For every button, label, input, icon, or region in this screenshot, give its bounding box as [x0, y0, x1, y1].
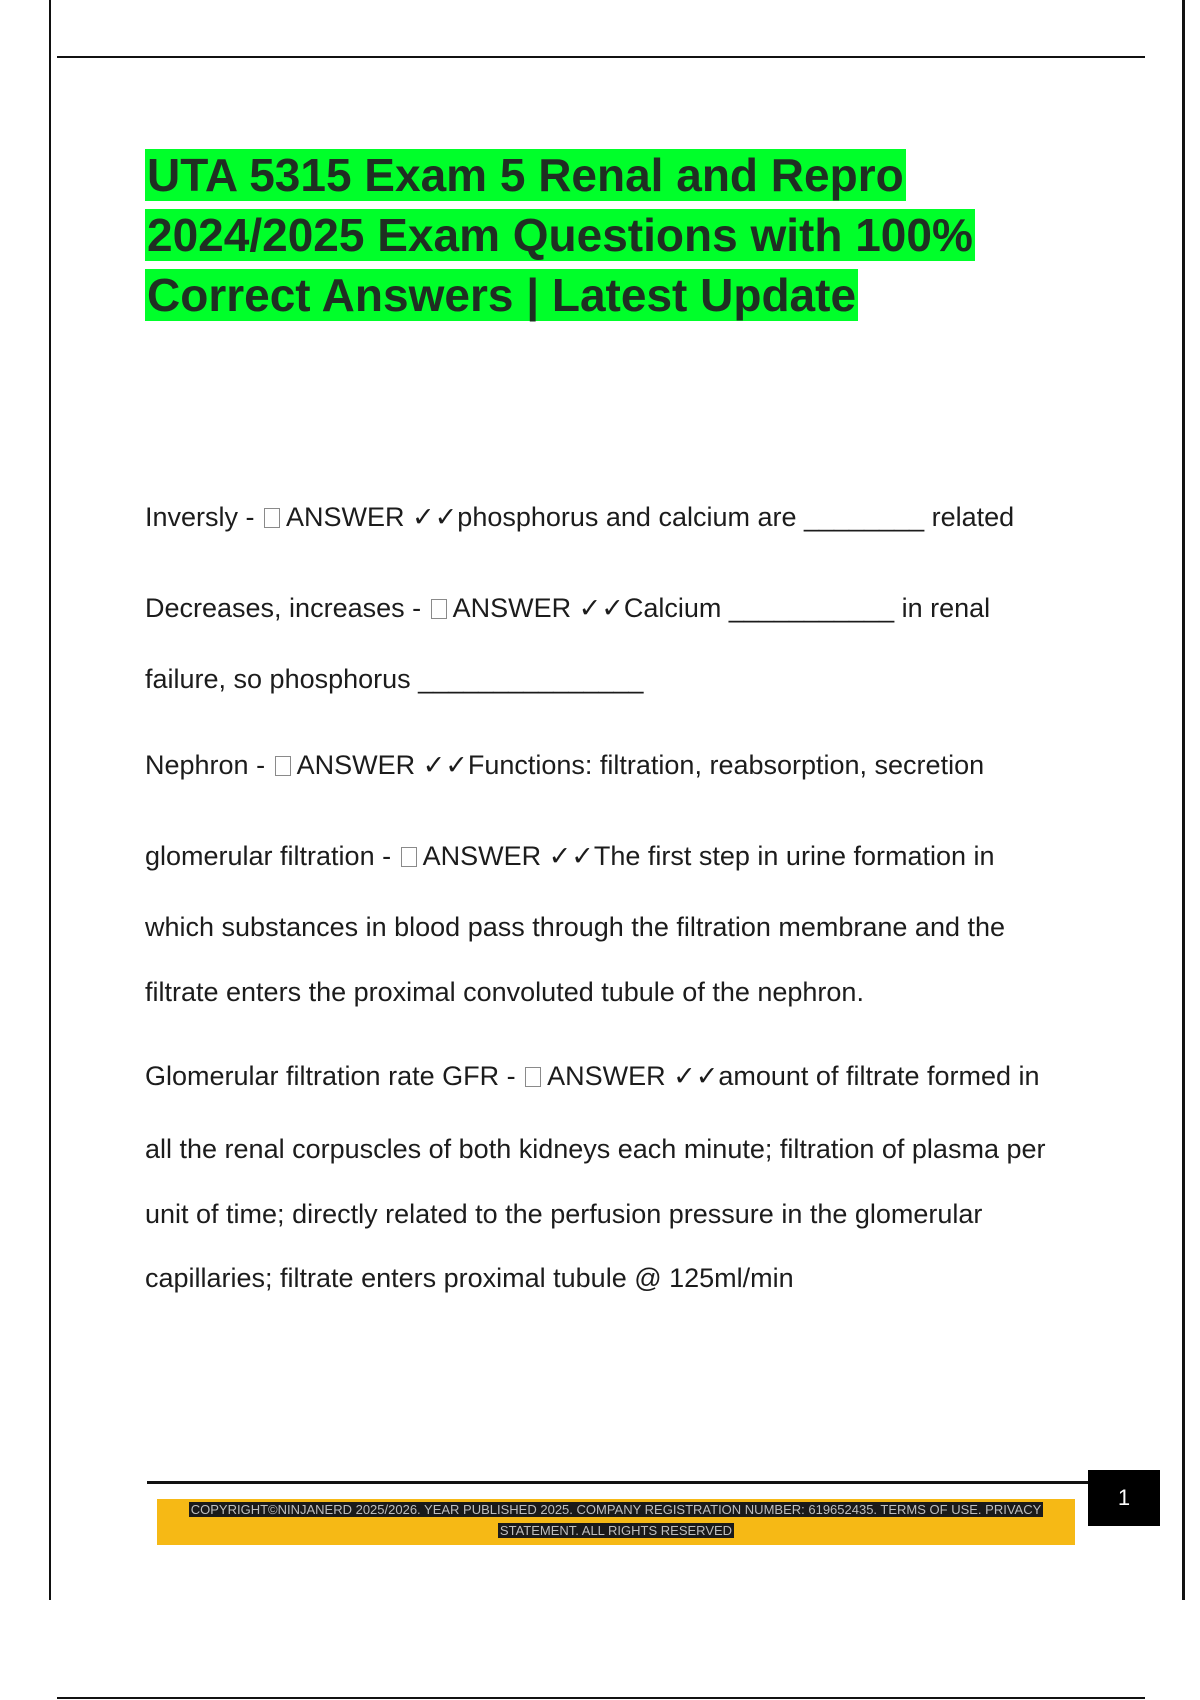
answer-text: amount of filtrate formed in	[718, 1061, 1040, 1091]
qa-item-2: Decreases, increases - ANSWER ✓✓Calcium ___________ in renal	[145, 593, 991, 623]
answer-text-continued: filtrate enters the proximal convoluted tubule of the nephron.	[145, 977, 864, 1007]
checkbox-glyph-icon	[264, 508, 280, 528]
answer-label: ANSWER ✓✓	[286, 502, 458, 532]
page-border-right	[1182, 0, 1185, 1600]
qa-item-5: Glomerular filtration rate GFR - ANSWER ✓✓amount of filtrate formed in	[145, 1061, 1040, 1091]
answer-label: ANSWER ✓✓	[296, 750, 468, 780]
page-border-left	[49, 0, 51, 1600]
copyright-line-2: STATEMENT. ALL RIGHTS RESERVED	[499, 1523, 733, 1538]
answer-text: The first step in urine formation in	[593, 841, 995, 871]
qa-item-1: Inversly - ANSWER ✓✓phosphorus and calcium are ________ related	[145, 502, 1015, 532]
qa-term: Nephron	[145, 750, 249, 780]
footer-rule	[147, 1481, 1092, 1484]
document-title	[145, 145, 975, 325]
qa-term: Decreases, increases	[145, 593, 405, 623]
answer-label: ANSWER ✓✓	[547, 1061, 719, 1091]
answer-text: phosphorus and calcium are ________ related	[457, 502, 1015, 532]
qa-term: Glomerular filtration rate GFR	[145, 1061, 500, 1091]
answer-text: Functions: filtration, reabsorption, secretion	[467, 750, 985, 780]
checkbox-glyph-icon	[401, 847, 417, 867]
copyright-line-1: COPYRIGHT©NINJANERD 2025/2026. YEAR PUBLISHED 2025. COMPANY REGISTRATION NUMBER: 619652435. TERMS OF USE. PRIVACY	[190, 1502, 1042, 1517]
header-rule	[57, 56, 1145, 58]
title-line-2: 2024/2025 Exam Questions with 100%	[147, 209, 973, 261]
checkbox-glyph-icon	[275, 756, 291, 776]
title-line-3: Correct Answers | Latest Update	[147, 269, 857, 321]
copyright-band	[157, 1499, 1075, 1545]
answer-text-continued: which substances in blood pass through the filtration membrane and the	[145, 912, 1006, 942]
next-page-rule	[57, 1697, 1145, 1699]
checkbox-glyph-icon	[431, 599, 447, 619]
qa-item-3: Nephron - ANSWER ✓✓Functions: filtration, reabsorption, secretion	[145, 750, 985, 780]
checkbox-glyph-icon	[525, 1067, 541, 1087]
qa-term: glomerular filtration	[145, 841, 375, 871]
answer-text-continued: capillaries; filtrate enters proximal tubule @ 125ml/min	[145, 1263, 794, 1293]
answer-text-continued: all the renal corpuscles of both kidneys each minute; filtration of plasma per	[145, 1134, 1046, 1164]
answer-label: ANSWER ✓✓	[422, 841, 594, 871]
title-line-1: UTA 5315 Exam 5 Renal and Repro	[147, 149, 904, 201]
page-number: 1	[1088, 1470, 1160, 1526]
qa-term: Inversly	[145, 502, 239, 532]
answer-text-continued: failure, so phosphorus _______________	[145, 664, 644, 694]
answer-text-continued: unit of time; directly related to the perfusion pressure in the glomerular	[145, 1199, 983, 1229]
answer-label: ANSWER ✓✓	[452, 593, 624, 623]
answer-text: Calcium ___________ in renal	[623, 593, 991, 623]
qa-item-4: glomerular filtration - ANSWER ✓✓The first step in urine formation in	[145, 841, 995, 871]
